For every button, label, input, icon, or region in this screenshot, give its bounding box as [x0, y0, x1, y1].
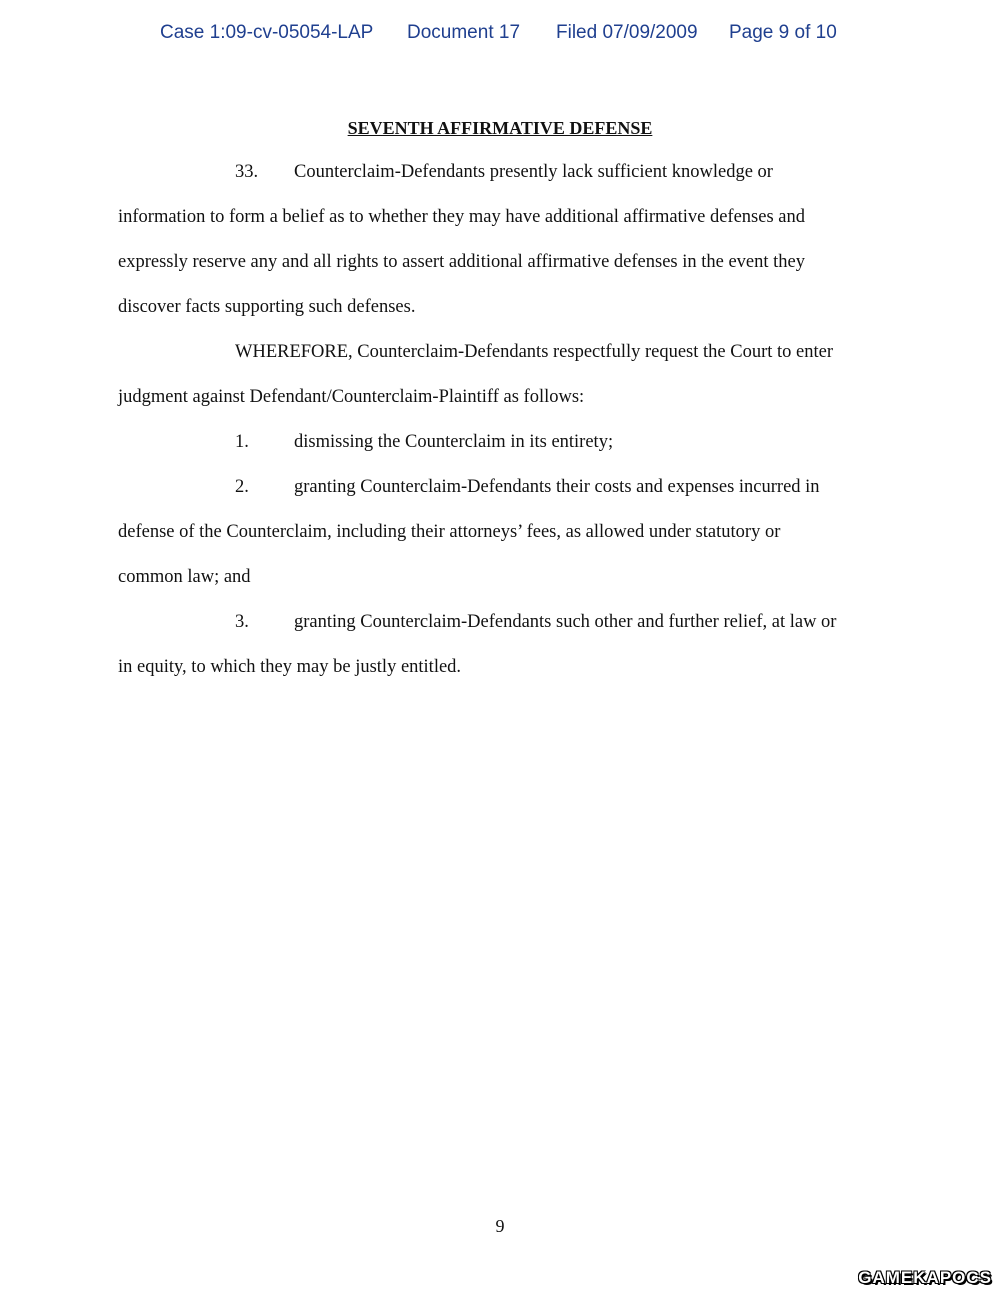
paragraph-line: information to form a belief as to whether they may have additional affirmative defenses and: [118, 207, 806, 227]
paragraph-line: expressly reserve any and all rights to assert additional affirmative defenses in the event they: [118, 252, 806, 272]
item-number: 1.: [235, 432, 249, 452]
item-line: in equity, to which they may be justly entitled.: [118, 657, 462, 677]
watermark-logo: GAMEKAPOCS: [858, 1268, 992, 1287]
item-line: granting Counterclaim-Defendants such other and further relief, at law or: [294, 612, 837, 632]
item-number: 3.: [235, 612, 249, 632]
paragraph-number: 33.: [235, 162, 259, 182]
filed-date: Filed 07/09/2009: [556, 22, 698, 43]
paragraph-line: Counterclaim-Defendants presently lack sufficient knowledge or: [294, 162, 773, 182]
paragraph-line: judgment against Defendant/Counterclaim-Plaintiff as follows:: [118, 387, 585, 407]
page-count: Page 9 of 10: [729, 22, 837, 43]
paragraph-line: WHEREFORE, Counterclaim-Defendants respectfully request the Court to enter: [235, 342, 833, 362]
item-line: defense of the Counterclaim, including their attorneys’ fees, as allowed under statutory or: [118, 522, 781, 542]
document-number: Document 17: [407, 22, 521, 43]
case-number: Case 1:09-cv-05054-LAP: [160, 22, 374, 43]
item-number: 2.: [235, 477, 249, 497]
item-line: dismissing the Counterclaim in its entirety;: [294, 432, 614, 452]
page-number: 9: [495, 1216, 505, 1236]
item-line: granting Counterclaim-Defendants their costs and expenses incurred in: [294, 477, 820, 497]
section-title: SEVENTH AFFIRMATIVE DEFENSE: [347, 118, 653, 138]
item-line: common law; and: [118, 567, 251, 587]
paragraph-line: discover facts supporting such defenses.: [118, 297, 416, 317]
filing-header: [0, 22, 1000, 48]
